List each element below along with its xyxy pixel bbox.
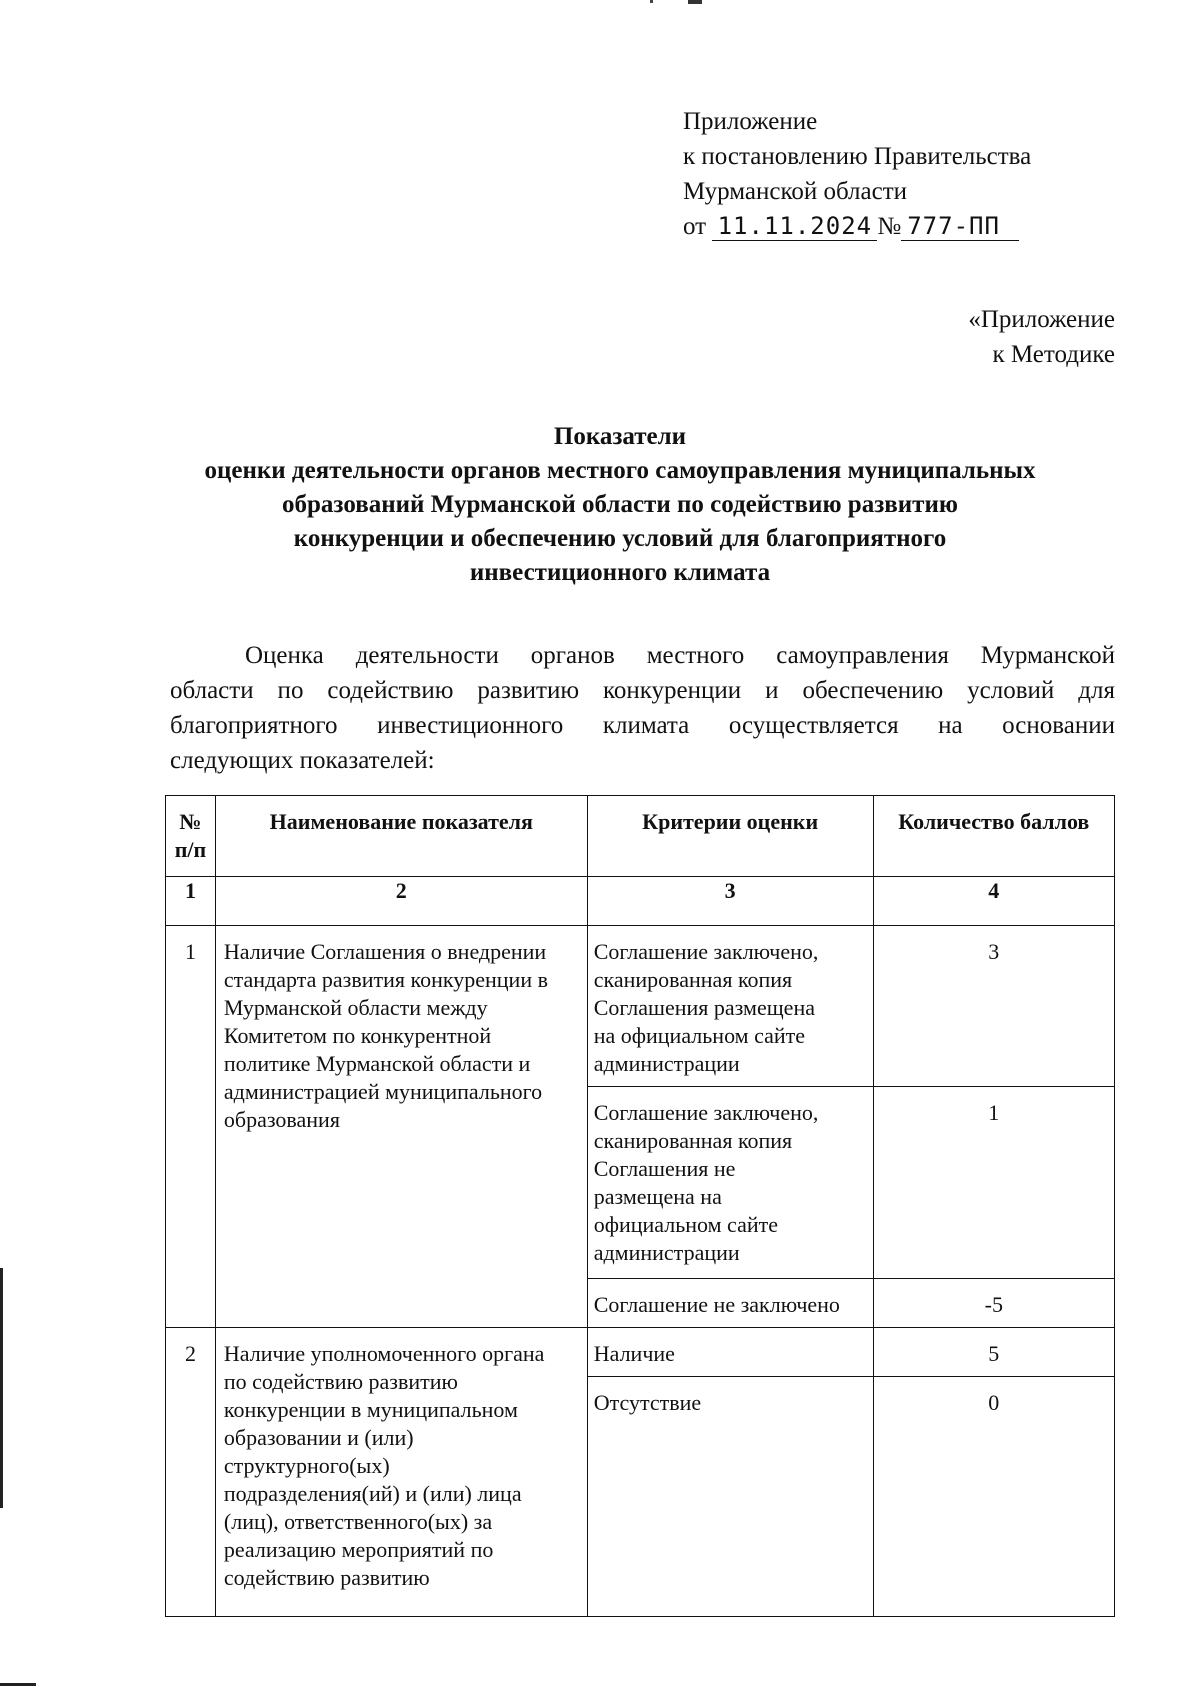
column-number: 2 [215,877,587,926]
indicator-name-line: Наличие Соглашения о внедрении [223,939,547,964]
criteria-line: Наличие [593,1341,675,1366]
row-number: 2 [166,1328,216,1617]
intro-line-1: Оценка деятельности органов местного самоуправления Мурманской [245,642,1115,669]
number-sign: № [877,213,902,240]
row-number: 1 [166,926,216,1328]
header-points [873,796,1114,877]
title-line-3: образований Мурманской области по содействию развитию [282,491,958,518]
criteria-line: Соглашение не заключено [593,1292,840,1317]
column-number-row [166,877,1115,926]
document-title [150,420,1090,590]
indicator-name-line: Мурманской области между [223,995,488,1020]
indicator-name-line: политике Мурманской области и [223,1051,531,1076]
scan-dot [650,0,653,3]
header-name-text: Наименование показателя [269,809,533,834]
criteria-line: сканированная копия [593,1128,793,1153]
header-points-text: Количество баллов [898,809,1090,834]
indicator-name-line: по содействию развитию [223,1369,458,1394]
criteria-line: Соглашения не [593,1156,736,1181]
scan-edge-dash [0,1683,36,1686]
indicator-name-line: администрацией муниципального [223,1079,543,1104]
column-number: 1 [166,877,216,926]
annex-line-2: к Методике [992,341,1115,368]
scan-artifact-top [640,0,720,10]
indicator-name-line: образовании и (или) [223,1425,414,1450]
criteria-line: Соглашение заключено, [593,939,819,964]
indicator-name-line: содействию развитию [223,1565,430,1590]
criteria-line: Соглашение заключено, [593,1100,819,1125]
header-criteria [587,796,873,877]
title-line-4: конкуренции и обеспечению условий для благоприятного [293,525,947,552]
title-line-1: Показатели [553,423,687,450]
approval-block [683,104,1031,244]
criteria-line: размещена на [593,1184,722,1209]
approval-date-row [683,209,1031,244]
column-number: 3 [587,877,873,926]
intro-paragraph [170,638,1115,778]
criteria-line: официальном сайте [593,1212,778,1237]
indicators-table [165,795,1115,1617]
title-line-5: инвестиционного климата [469,559,771,586]
criteria-line: на официальном сайте [593,1023,806,1048]
indicator-name-line: структурного(ых) [223,1453,390,1478]
column-number: 4 [873,877,1114,926]
indicator-name-line: конкуренции в муниципальном [223,1397,518,1422]
indicator-name-line: стандарта развития конкуренции в [223,967,548,992]
indicator-name-line: реализацию мероприятий по [223,1537,494,1562]
scan-dash [688,0,702,4]
scan-edge-line [0,1268,3,1508]
criteria-line: администрации [593,1240,740,1265]
points-cell: 5 [873,1328,1114,1377]
criteria-line: Отсутствие [593,1390,702,1415]
points-cell: 3 [873,926,1114,1087]
approval-date: 11.11.2024 [712,212,877,241]
title-line-2: оценки деятельности органов местного самоуправления муниципальных [204,457,1036,484]
indicator-name-line: подразделения(ий) и (или) лица [223,1481,522,1506]
intro-line-2: области по содействию развитию конкуренции и обеспечению условий для [170,677,1115,704]
points-cell: 1 [873,1087,1114,1279]
approval-line-2: к постановлению Правительства [683,143,1032,170]
indicator-name [215,926,587,1328]
criteria-line: сканированная копия [593,967,793,992]
header-name [215,796,587,877]
criteria-cell [587,1328,873,1377]
indicator-name-line: Комитетом по конкурентной [223,1023,492,1048]
criteria-cell [587,926,873,1087]
approval-line-1: Приложение [683,108,818,135]
criteria-line: Соглашения размещена [593,995,815,1020]
indicator-name-line: образования [223,1107,340,1132]
criteria-cell [587,1377,873,1617]
indicator-name [215,1328,587,1617]
table-row [166,926,1115,1087]
criteria-cell [587,1279,873,1328]
annex-line-1: «Приложение [968,306,1115,333]
header-num [166,796,216,877]
approval-number: 777-ПП [901,212,1019,241]
indicator-name-line: Наличие уполномоченного органа [223,1341,545,1366]
table-row [166,1328,1115,1377]
points-cell: 0 [873,1377,1114,1617]
header-num-line-2: п/п [174,837,207,862]
date-prefix: от [683,213,707,240]
criteria-line: администрации [593,1051,740,1076]
criteria-cell [587,1087,873,1279]
annex-block [968,302,1115,372]
table-header-row [166,796,1115,877]
points-cell: -5 [873,1279,1114,1328]
header-num-line-1: № [179,809,202,834]
approval-line-3: Мурманской области [683,178,908,205]
header-criteria-text: Критерии оценки [642,809,819,834]
intro-line-3: благоприятного инвестиционного климата осуществляется на основании [170,712,1115,739]
intro-line-4: следующих показателей: [170,747,435,774]
indicator-name-line: (лиц), ответственного(ых) за [223,1509,493,1534]
